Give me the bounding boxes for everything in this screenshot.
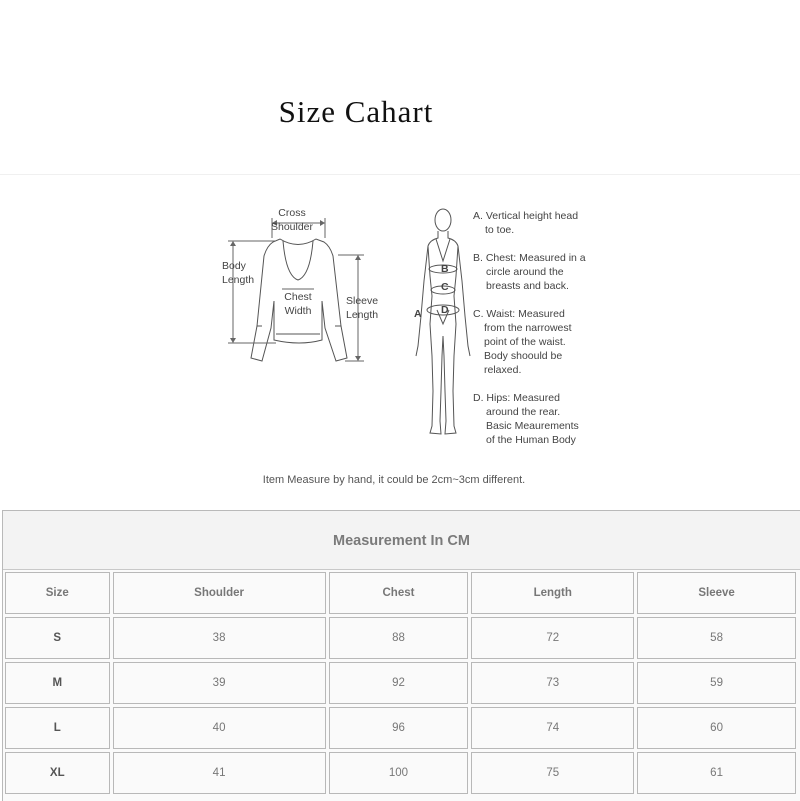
chest-width-line-1: Chest bbox=[284, 291, 312, 303]
sleeve-length-line-2: Length bbox=[346, 309, 379, 321]
chest-width-label bbox=[278, 290, 318, 318]
marker-d: D bbox=[441, 304, 449, 316]
header-sleeve: Sleeve bbox=[637, 572, 796, 614]
body-length-line-1: Body bbox=[222, 260, 246, 272]
body-length-label bbox=[222, 259, 254, 287]
cell-shoulder: 40 bbox=[113, 707, 326, 749]
cell-size: M bbox=[5, 662, 110, 704]
cell-chest: 88 bbox=[329, 617, 469, 659]
cell-chest: 92 bbox=[329, 662, 469, 704]
cell-sleeve: 60 bbox=[637, 707, 796, 749]
note-a-line: A. Vertical height head bbox=[473, 210, 579, 222]
table-row bbox=[5, 617, 796, 659]
header-shoulder: Shoulder bbox=[113, 572, 326, 614]
table-row bbox=[5, 662, 796, 704]
size-table bbox=[2, 569, 799, 797]
page-title: Size Cahart bbox=[278, 94, 434, 129]
header-chest: Chest bbox=[329, 572, 469, 614]
note-b-line: breasts and back. bbox=[486, 280, 569, 292]
note-c-line: relaxed. bbox=[484, 364, 522, 376]
note-d-line: D. Hips: Measured bbox=[473, 392, 560, 404]
note-c-line: from the narrowest bbox=[484, 322, 572, 334]
note-b bbox=[473, 251, 586, 293]
table-row bbox=[5, 752, 796, 794]
cell-length: 74 bbox=[471, 707, 634, 749]
cell-length: 75 bbox=[471, 752, 634, 794]
table-row bbox=[5, 707, 796, 749]
header-size: Size bbox=[5, 572, 110, 614]
cell-size: S bbox=[5, 617, 110, 659]
note-d-line: around the rear. bbox=[486, 406, 561, 418]
cell-chest: 100 bbox=[329, 752, 469, 794]
table-header-row bbox=[5, 572, 796, 614]
cell-sleeve: 58 bbox=[637, 617, 796, 659]
divider bbox=[0, 174, 800, 175]
sleeve-length-line-1: Sleeve bbox=[346, 295, 379, 307]
cell-shoulder: 39 bbox=[113, 662, 326, 704]
marker-a: A bbox=[414, 308, 422, 320]
marker-b: B bbox=[441, 263, 449, 275]
note-c-line: point of the waist. bbox=[484, 336, 566, 348]
body-figure-icon bbox=[416, 209, 470, 434]
sleeve-length-label bbox=[346, 294, 378, 322]
measure-note: Item Measure by hand, it could be 2cm~3cm different. bbox=[262, 474, 526, 486]
size-table-container bbox=[2, 510, 800, 801]
note-a-line: to toe. bbox=[485, 224, 515, 236]
note-b-line: circle around the bbox=[486, 266, 564, 278]
cross-shoulder-line-1: Cross bbox=[278, 207, 306, 219]
chest-width-line-2: Width bbox=[284, 305, 312, 317]
cell-length: 72 bbox=[471, 617, 634, 659]
cell-sleeve: 59 bbox=[637, 662, 796, 704]
table-caption: Measurement In CM bbox=[3, 511, 800, 570]
marker-c: C bbox=[441, 281, 449, 293]
note-d-line: Basic Meaurements bbox=[486, 420, 579, 432]
garment-and-body-illustration bbox=[0, 176, 800, 466]
cross-shoulder-line-2: Shoulder bbox=[270, 221, 314, 233]
cell-shoulder: 41 bbox=[113, 752, 326, 794]
note-a bbox=[473, 209, 578, 237]
cell-sleeve: 61 bbox=[637, 752, 796, 794]
measurement-diagram bbox=[0, 176, 800, 506]
cell-shoulder: 38 bbox=[113, 617, 326, 659]
body-length-line-2: Length bbox=[222, 274, 255, 286]
cell-length: 73 bbox=[471, 662, 634, 704]
note-b-line: B. Chest: Measured in a bbox=[473, 252, 586, 264]
header-length: Length bbox=[471, 572, 634, 614]
note-c-line: C. Waist: Measured bbox=[473, 308, 565, 320]
cell-size: XL bbox=[5, 752, 110, 794]
cell-size: L bbox=[5, 707, 110, 749]
cross-shoulder-label bbox=[270, 206, 314, 234]
note-d bbox=[473, 391, 579, 447]
note-c-line: Body shoould be bbox=[484, 350, 563, 362]
note-d-line: of the Human Body bbox=[486, 434, 576, 446]
cell-chest: 96 bbox=[329, 707, 469, 749]
note-c bbox=[473, 307, 572, 377]
